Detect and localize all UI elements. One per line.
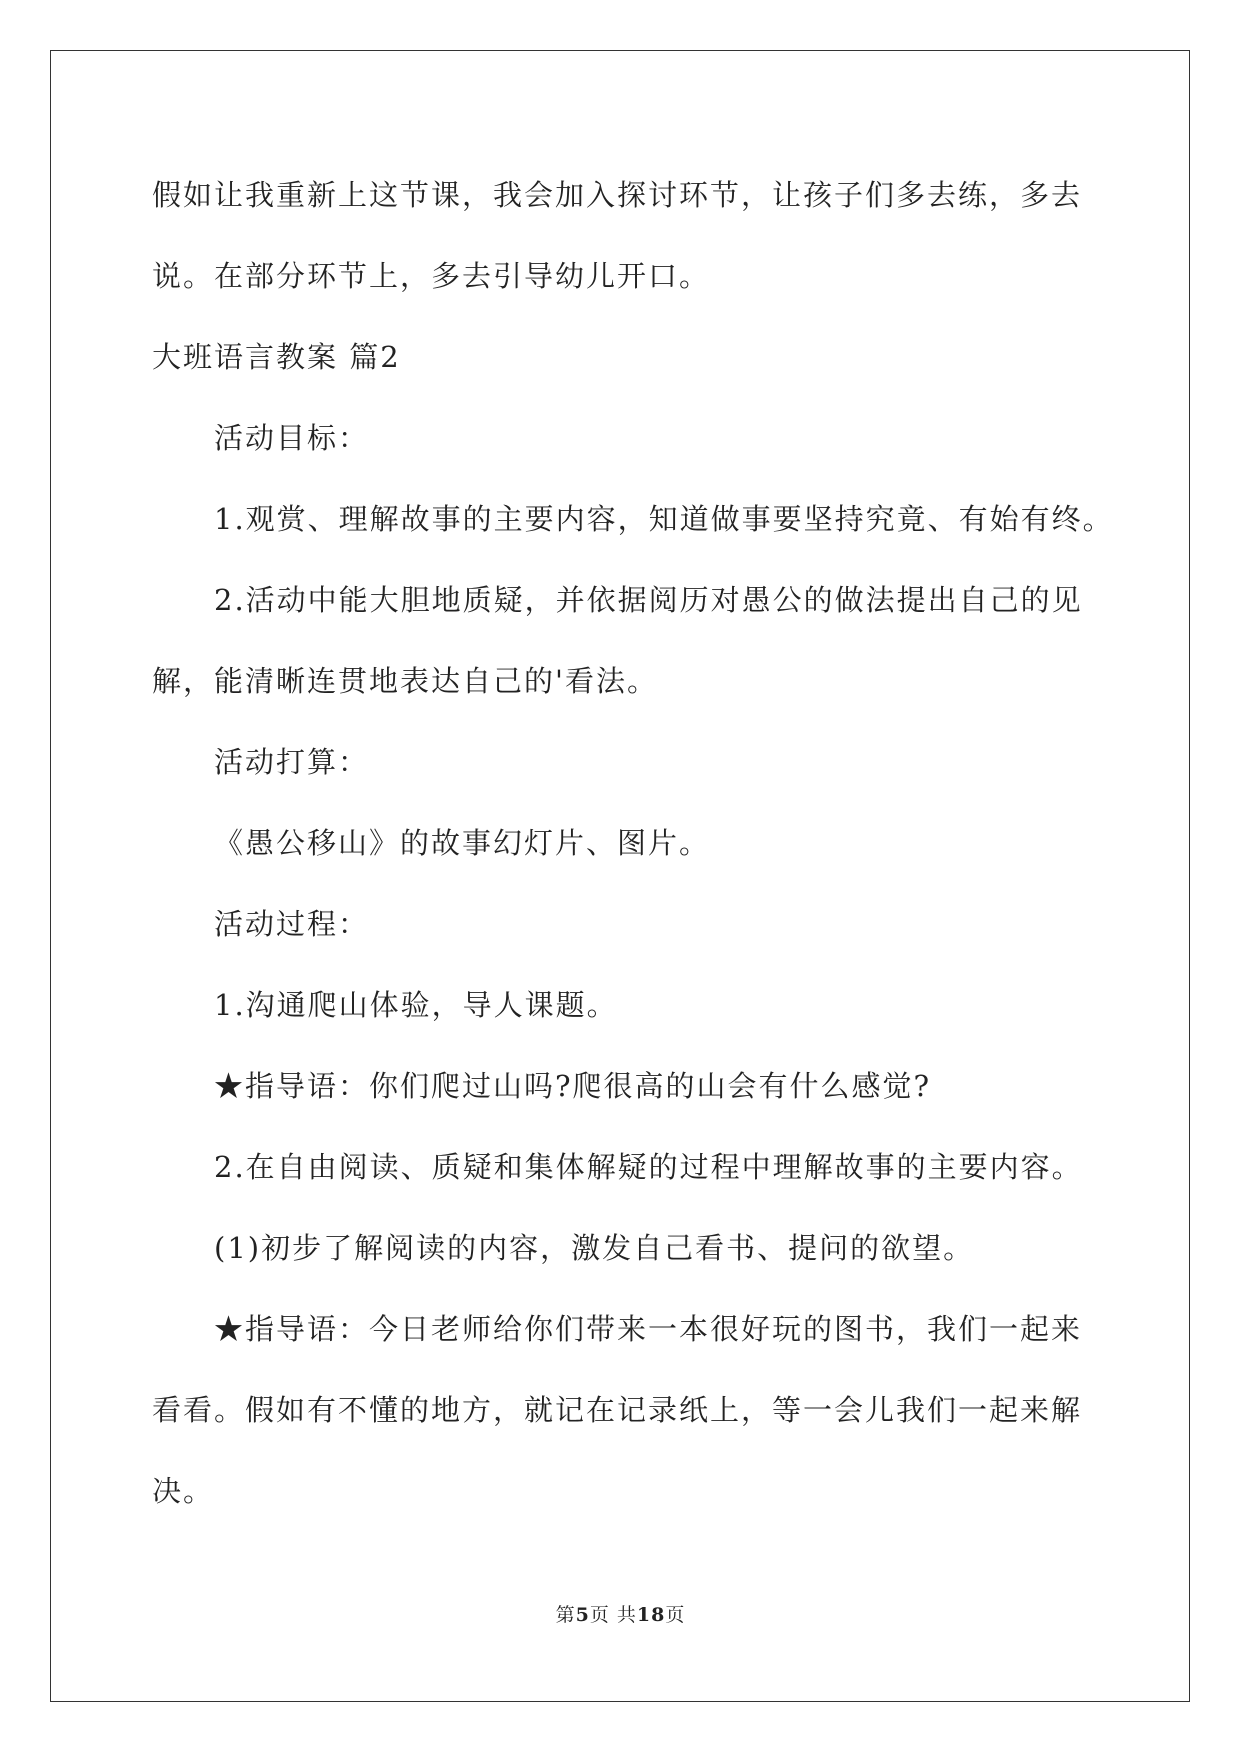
footer-prefix: 第 <box>555 1604 576 1626</box>
document-body <box>152 155 1114 1532</box>
paragraph-line: 2.在自由阅读、质疑和集体解疑的过程中理解故事的主要内容。 <box>214 1150 1083 1184</box>
section-heading: 大班语言教案 篇2 <box>152 340 401 374</box>
paragraph-line: 《愚公移山》的故事幻灯片、图片。 <box>214 826 711 860</box>
subheading-process: 活动过程： <box>214 907 370 941</box>
paragraph-line: 1.沟通爬山体验，导人课题。 <box>214 988 618 1022</box>
paragraph-line: 解，能清晰连贯地表达自己的'看法。 <box>152 664 658 698</box>
total-page-count: 18 <box>636 1604 666 1626</box>
paragraph-line: 1.观赏、理解故事的主要内容，知道做事要坚持究竟、有始有终。 <box>214 502 1114 536</box>
page-footer <box>0 1600 1241 1627</box>
paragraph-line: 2.活动中能大胆地质疑，并依据阅历对愚公的做法提出自己的见 <box>214 583 1083 617</box>
subheading-preparation: 活动打算： <box>214 745 370 779</box>
paragraph-line: 假如让我重新上这节课，我会加入探讨环节，让孩子们多去练，多去 <box>152 178 1083 212</box>
paragraph-line: ★指导语：你们爬过山吗?爬很高的山会有什么感觉? <box>214 1069 932 1103</box>
paragraph-line: (1)初步了解阅读的内容，激发自己看书、提问的欲望。 <box>214 1231 975 1265</box>
subheading-goals: 活动目标： <box>214 421 370 455</box>
current-page-number: 5 <box>575 1604 590 1626</box>
paragraph-line: ★指导语：今日老师给你们带来一本很好玩的图书，我们一起来 <box>214 1312 1083 1346</box>
footer-mid: 页 共 <box>589 1604 637 1626</box>
paragraph-line: 决。 <box>152 1474 215 1508</box>
footer-suffix: 页 <box>665 1604 686 1626</box>
paragraph-line: 说。在部分环节上，多去引导幼儿开口。 <box>152 259 711 293</box>
paragraph-line: 看看。假如有不懂的地方，就记在记录纸上，等一会儿我们一起来解 <box>152 1393 1083 1427</box>
